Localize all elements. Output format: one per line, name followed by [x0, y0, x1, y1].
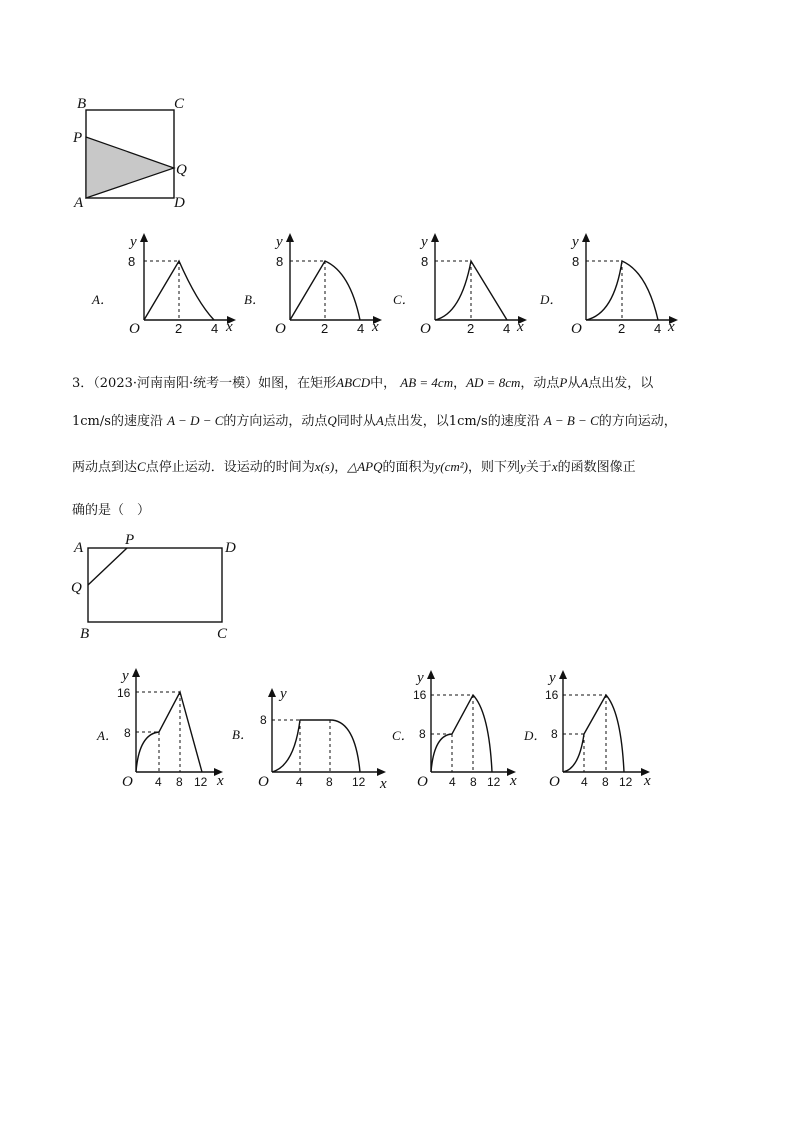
svg-text:8: 8: [421, 254, 429, 269]
label-B: B: [77, 96, 87, 112]
svg-text:y: y: [572, 234, 579, 250]
label-A: A: [74, 195, 84, 211]
svg-text:12: 12: [194, 775, 208, 789]
svg-text:P: P: [125, 532, 135, 548]
svg-text:B．: B．: [232, 727, 253, 742]
svg-text:C．: C．: [392, 728, 414, 743]
curve: [563, 695, 624, 772]
y-axis-label: y: [130, 234, 137, 250]
svg-text:C．: C．: [393, 292, 415, 307]
svg-text:2: 2: [618, 321, 626, 336]
svg-text:2: 2: [321, 321, 329, 336]
svg-text:x: x: [217, 773, 224, 789]
q3-option-d-graph[interactable]: [522, 662, 662, 792]
rectangle-abcd: [88, 548, 222, 622]
figure-square-apq: [70, 95, 200, 215]
svg-text:O: O: [417, 774, 428, 790]
svg-text:16: 16: [545, 688, 559, 702]
svg-text:A: A: [74, 540, 84, 556]
shaded-triangle: [86, 137, 174, 198]
q2-option-a-graph[interactable]: [92, 232, 242, 337]
svg-text:B: B: [80, 626, 90, 642]
svg-text:4: 4: [155, 775, 162, 789]
svg-text:8: 8: [124, 726, 131, 740]
svg-text:D．: D．: [524, 728, 547, 743]
svg-text:O: O: [571, 321, 582, 337]
svg-text:8: 8: [260, 713, 267, 727]
svg-text:12: 12: [619, 775, 633, 789]
svg-text:y: y: [417, 670, 424, 686]
svg-text:y: y: [280, 686, 287, 702]
svg-text:8: 8: [176, 775, 183, 789]
label-D: D: [174, 195, 185, 211]
q2-option-c-graph[interactable]: [385, 232, 535, 337]
svg-text:O: O: [549, 774, 560, 790]
svg-text:2: 2: [467, 321, 475, 336]
label-P: P: [73, 130, 83, 146]
svg-text:Q: Q: [71, 580, 82, 596]
svg-text:8: 8: [419, 727, 426, 741]
svg-text:O: O: [275, 321, 286, 337]
svg-text:8: 8: [470, 775, 477, 789]
svg-text:4: 4: [296, 775, 303, 789]
curve: [272, 720, 360, 772]
svg-text:2: 2: [175, 321, 183, 336]
x-axis-label: x: [226, 319, 233, 335]
svg-text:8: 8: [602, 775, 609, 789]
svg-text:y: y: [276, 234, 283, 250]
svg-text:x: x: [510, 773, 517, 789]
y-tick: 8: [128, 254, 136, 269]
svg-text:4: 4: [449, 775, 456, 789]
svg-text:B．: B．: [244, 292, 265, 307]
q3-option-a-graph[interactable]: [95, 662, 235, 792]
svg-text:A．: A．: [92, 292, 113, 307]
svg-text:C: C: [217, 626, 228, 642]
svg-text:A．: A．: [97, 728, 118, 743]
svg-text:4: 4: [357, 321, 365, 336]
curve: [136, 692, 202, 772]
label-Q: Q: [176, 162, 187, 178]
svg-text:12: 12: [352, 775, 366, 789]
svg-text:16: 16: [413, 688, 427, 702]
svg-text:4: 4: [503, 321, 511, 336]
svg-text:x: x: [644, 773, 651, 789]
svg-text:y: y: [421, 234, 428, 250]
svg-text:x: x: [668, 319, 675, 335]
question-3-line-4: 确的是（ ）: [72, 503, 151, 518]
question-3-line-3: 两动点到达C点停止运动．设运动的时间为x(s)，△APQ的面积为y(cm²)，则下列y关于x的函数图像正: [72, 459, 636, 475]
svg-text:D: D: [225, 540, 236, 556]
option-letter: A: [92, 292, 100, 307]
q3-option-c-graph[interactable]: [388, 662, 528, 792]
q2-option-b-graph[interactable]: [238, 232, 388, 337]
svg-text:O: O: [420, 321, 431, 337]
svg-text:O: O: [258, 774, 269, 790]
curve: [431, 695, 492, 772]
svg-text:O: O: [122, 774, 133, 790]
question-3-line-1: 3．（2023·河南南阳·统考一模）如图，在矩形ABCD中， AB = 4cm，AD = 8cm，动点P从A点出发，以: [72, 375, 654, 391]
svg-text:x: x: [517, 319, 524, 335]
svg-text:x: x: [380, 776, 387, 792]
label-C: C: [174, 96, 185, 112]
svg-text:y: y: [549, 670, 556, 686]
svg-text:16: 16: [117, 686, 131, 700]
svg-text:4: 4: [211, 321, 219, 336]
svg-text:y: y: [122, 668, 129, 684]
svg-text:8: 8: [572, 254, 580, 269]
origin-label: O: [129, 321, 140, 337]
svg-text:4: 4: [581, 775, 588, 789]
q2-option-d-graph[interactable]: [534, 232, 684, 337]
svg-text:x: x: [372, 319, 379, 335]
q3-option-b-graph[interactable]: [232, 662, 392, 792]
svg-text:8: 8: [326, 775, 333, 789]
svg-text:4: 4: [654, 321, 662, 336]
figure-rectangle-abcd: [68, 530, 248, 645]
svg-text:8: 8: [551, 727, 558, 741]
svg-text:12: 12: [487, 775, 501, 789]
segment-pq: [88, 548, 127, 585]
svg-text:8: 8: [276, 254, 284, 269]
question-3-line-2: 1cm/s的速度沿 A − D − C的方向运动，动点Q同时从A点出发，以1cm/s的速度沿 A − B − C的方向运动，: [72, 413, 677, 429]
svg-text:D．: D．: [540, 292, 563, 307]
